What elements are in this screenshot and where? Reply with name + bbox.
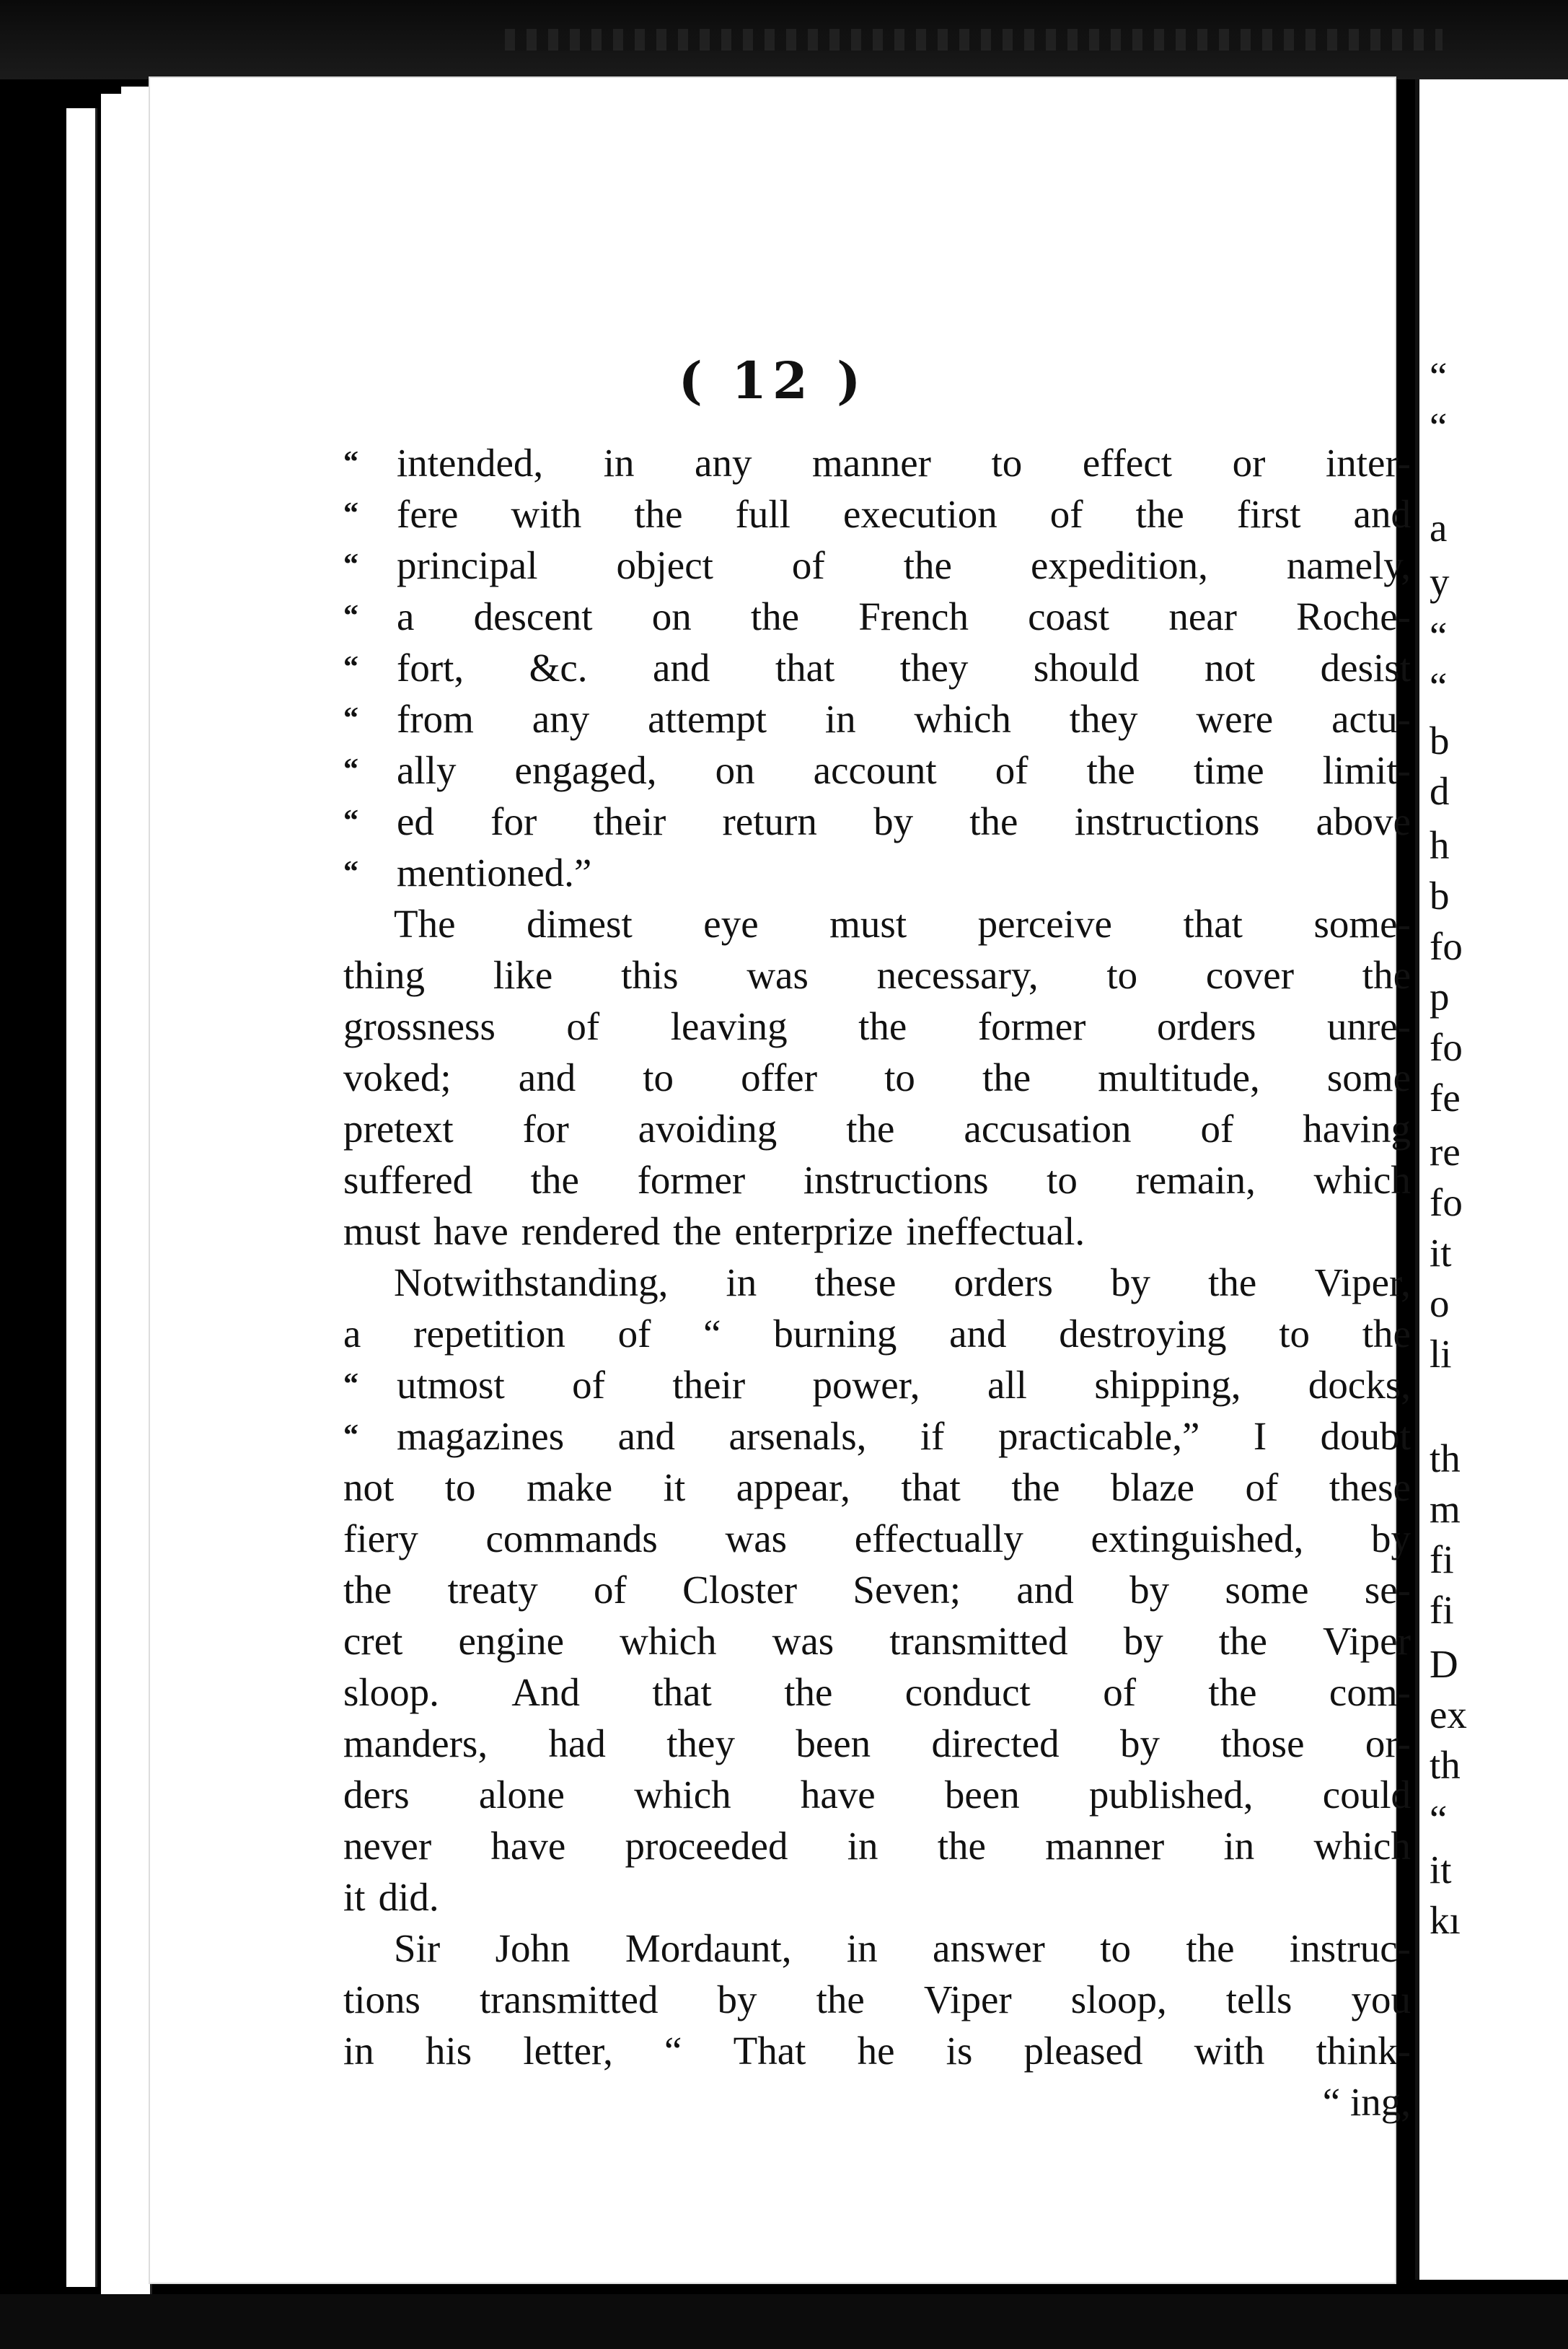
text-line <box>343 1410 1411 1462</box>
facing-text-fragment: D <box>1430 1642 1458 1686</box>
facing-text-fragment: “ <box>1430 1797 1448 1841</box>
facing-text-fragment: ex <box>1430 1692 1467 1736</box>
facing-text-fragment: h <box>1430 823 1450 867</box>
page-number: ( 12 ) <box>678 351 867 410</box>
text-line <box>343 1923 1411 1974</box>
text-line <box>343 1871 1411 1923</box>
line-text: not to make it appear, that the blaze of these <box>343 1465 1411 1509</box>
text-line <box>343 1052 1411 1103</box>
text-line <box>343 1667 1411 1718</box>
line-text: voked; and to offer to the multitude, some <box>343 1055 1411 1099</box>
quote-mark: “ <box>343 600 358 633</box>
line-text: in his letter, “ That he is pleased with think- <box>343 2029 1411 2073</box>
text-line <box>343 437 1411 488</box>
quote-mark: “ <box>343 1368 358 1401</box>
facing-text-fragment: fi <box>1430 1588 1454 1632</box>
facing-page-fragment <box>1415 79 1568 2280</box>
quote-mark: “ <box>343 548 358 581</box>
quote-mark: “ <box>343 856 358 889</box>
line-text: must have rendered the enterprize ineffectual. <box>343 1209 1085 1253</box>
text-line <box>343 1206 1411 1257</box>
facing-text-fragment: li <box>1430 1332 1452 1376</box>
facing-text-fragment: th <box>1430 1436 1461 1480</box>
line-text: utmost of their power, all shipping, docks, <box>397 1363 1411 1407</box>
line-text: mentioned.” <box>397 851 592 895</box>
line-text: ally engaged, on account of the time limit- <box>397 748 1411 792</box>
text-line <box>343 1359 1411 1410</box>
scan-bottom-border <box>0 2294 1568 2349</box>
text-line <box>343 1564 1411 1615</box>
facing-text-fragment: a <box>1430 506 1448 550</box>
text-line <box>343 1154 1411 1206</box>
text-line <box>343 1257 1411 1308</box>
line-text: a descent on the French coast near Roche- <box>397 594 1411 638</box>
facing-text-fragment: p <box>1430 975 1450 1019</box>
text-line <box>343 1615 1411 1667</box>
line-text: intended, in any manner to effect or inter- <box>397 441 1411 485</box>
line-text: grossness of leaving the former orders unre- <box>343 1004 1411 1048</box>
catchword: “ ing, <box>1322 2080 1411 2124</box>
facing-text-fragment: th <box>1430 1743 1461 1787</box>
line-text: fere with the full execution of the first and <box>397 492 1411 536</box>
quote-mark: “ <box>343 651 358 684</box>
line-text: from any attempt in which they were actu- <box>397 697 1411 741</box>
text-line <box>343 540 1411 591</box>
line-text: The dimest eye must perceive that some- <box>394 902 1411 946</box>
text-line <box>343 847 1411 898</box>
text-line <box>343 1513 1411 1564</box>
quote-mark: “ <box>343 497 358 530</box>
text-line <box>343 796 1411 847</box>
quote-mark: “ <box>343 1419 358 1452</box>
facing-text-fragment: m <box>1430 1487 1461 1531</box>
line-text: thing like this was necessary, to cover the <box>343 953 1411 997</box>
page-edge <box>121 87 152 2301</box>
text-line <box>343 1718 1411 1769</box>
text-line <box>343 1103 1411 1154</box>
line-text: fort, &c. and that they should not desist <box>397 646 1411 690</box>
text-line <box>343 949 1411 1001</box>
line-text: it did. <box>343 1875 439 1919</box>
facing-text-fragment: it <box>1430 1231 1452 1275</box>
facing-text-fragment: kı <box>1430 1898 1461 1942</box>
text-line <box>343 1820 1411 1871</box>
facing-text-fragment: “ <box>1430 664 1448 708</box>
scan-top-border <box>0 0 1568 79</box>
text-line <box>343 591 1411 642</box>
facing-text-fragment: d <box>1430 769 1450 813</box>
line-text: pretext for avoiding the accusation of having <box>343 1107 1411 1151</box>
facing-text-fragment: fi <box>1430 1537 1454 1581</box>
line-text: tions transmitted by the Viper sloop, tells you <box>343 1977 1411 2021</box>
line-text: sloop. And that the conduct of the com- <box>343 1670 1411 1714</box>
line-text: ders alone which have been published, could <box>343 1773 1411 1817</box>
text-line <box>343 2025 1411 2076</box>
line-text: fiery commands was effectually extinguished, by <box>343 1516 1411 1560</box>
text-line <box>343 1462 1411 1513</box>
line-text: principal object of the expedition, namely, <box>397 543 1411 587</box>
quote-mark: “ <box>343 446 358 479</box>
book-page <box>149 76 1411 2284</box>
text-line <box>343 1001 1411 1052</box>
facing-text-fragment: b <box>1430 874 1450 918</box>
line-text: a repetition of “ burning and destroying to the <box>343 1312 1411 1356</box>
facing-text-fragment: o <box>1430 1281 1450 1325</box>
line-text: Sir John Mordaunt, in answer to the instruc- <box>394 1926 1411 1970</box>
text-line <box>343 693 1411 745</box>
facing-text-fragment: b <box>1430 719 1450 763</box>
line-text: ed for their return by the instructions above <box>397 799 1411 843</box>
text-line <box>343 745 1411 796</box>
text-line <box>343 642 1411 693</box>
facing-text-fragment: fo <box>1430 1025 1463 1069</box>
facing-text-fragment: fo <box>1430 1180 1463 1224</box>
text-line <box>343 1974 1411 2025</box>
facing-text-fragment: “ <box>1430 614 1448 658</box>
facing-text-fragment: y <box>1430 560 1450 604</box>
line-text: suffered the former instructions to remain, which <box>343 1158 1411 1202</box>
page-edge <box>66 108 97 2287</box>
quote-mark: “ <box>343 702 358 735</box>
line-text: the treaty of Closter Seven; and by some se- <box>343 1568 1411 1612</box>
facing-text-fragment: “ <box>1430 354 1448 398</box>
text-line <box>343 1308 1411 1359</box>
facing-text-fragment: fe <box>1430 1076 1461 1120</box>
text-line <box>343 488 1411 540</box>
quote-mark: “ <box>343 753 358 786</box>
text-line <box>343 1769 1411 1820</box>
line-text: Notwithstanding, in these orders by the Viper, <box>394 1260 1411 1304</box>
line-text: magazines and arsenals, if practicable,” I doubt <box>397 1414 1411 1458</box>
facing-text-fragment: it <box>1430 1848 1452 1892</box>
facing-text-fragment: re <box>1430 1130 1461 1174</box>
line-text: cret engine which was transmitted by the Viper <box>343 1619 1411 1663</box>
body-text <box>343 437 1411 2128</box>
facing-text-fragment: “ <box>1430 405 1448 449</box>
line-text: manders, had they been directed by those or- <box>343 1721 1411 1765</box>
quote-mark: “ <box>343 804 358 838</box>
line-text: never have proceeded in the manner in which <box>343 1824 1411 1868</box>
facing-text-fragment: fo <box>1430 924 1463 968</box>
text-line <box>343 898 1411 949</box>
